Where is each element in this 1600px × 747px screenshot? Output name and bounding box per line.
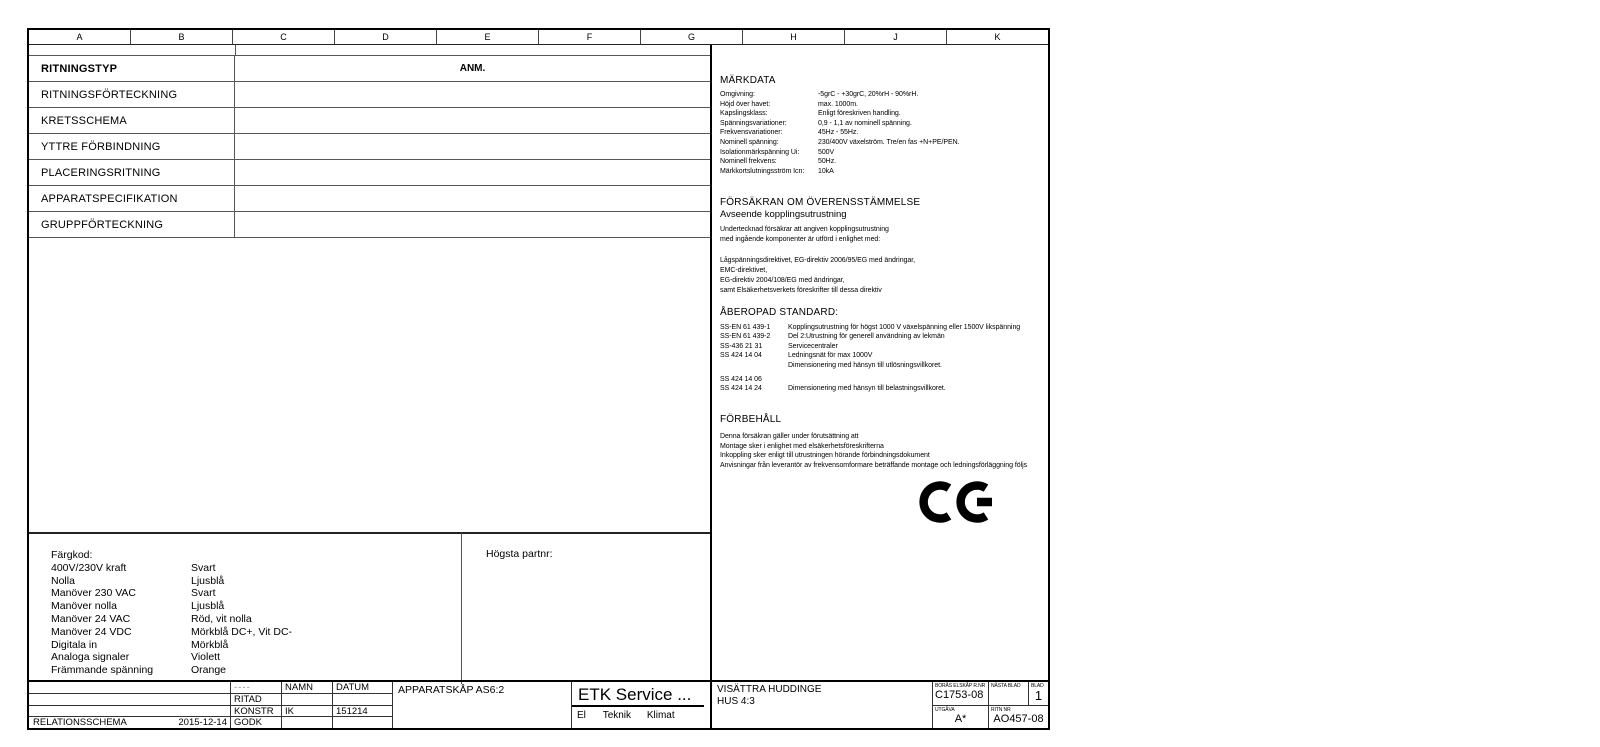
anm-header: ANM. xyxy=(459,63,486,74)
markdata-label: Nominell spänning: xyxy=(720,138,779,146)
markdata-value: 45Hz - 55Hz. xyxy=(818,129,859,137)
tagline-word: Klimat xyxy=(646,710,675,721)
standard-code: SS-EN 61 439-1 xyxy=(720,324,771,331)
drawing-type-table xyxy=(29,45,710,238)
highest-partno-box xyxy=(462,532,710,684)
color-code-label: Manöver nolla xyxy=(51,600,117,613)
drawing-number-value: AO457-08 xyxy=(993,712,1044,725)
standard-desc: Dimensionering med hänsyn till belastningsvillkoret. xyxy=(788,385,946,393)
markdata-label: Omgivning: xyxy=(720,91,755,98)
next-sheet-label: NÄSTA BLAD xyxy=(991,683,1021,689)
sheet-label: BLAD xyxy=(1031,683,1044,689)
drawing-type-label: GRUPPFÖRTECKNING xyxy=(29,212,235,237)
empty-cell xyxy=(282,694,332,706)
column-header-c: C xyxy=(233,30,335,44)
color-code-row xyxy=(51,562,461,575)
color-code-row xyxy=(51,575,461,588)
markdata-label: Nominell frekvens: xyxy=(720,158,777,166)
text-line: Undertecknad försäkrar att angiven kopplingsutrustning xyxy=(720,226,889,233)
markdata-value: max. 1000m. xyxy=(818,100,858,108)
standards-title: ÅBEROPAD STANDARD: xyxy=(720,307,839,318)
empty-cell xyxy=(333,694,392,706)
color-code-value: Ljusblå xyxy=(191,574,225,587)
color-code-row xyxy=(51,587,461,600)
markdata-rows xyxy=(720,90,1046,176)
standard-code: SS 424 14 24 xyxy=(720,385,762,393)
table-row xyxy=(29,212,710,238)
color-code-row xyxy=(51,600,461,613)
table-row xyxy=(29,82,710,108)
column-header-row xyxy=(29,30,1048,45)
markdata-row xyxy=(720,100,1046,110)
markdata-row xyxy=(720,148,1046,158)
cabinet-cell xyxy=(392,682,571,728)
color-code-value: Mörkblå DC+, Vit DC- xyxy=(191,625,293,638)
markdata-section xyxy=(720,75,1046,176)
color-code-label: Främmande spänning xyxy=(51,664,154,677)
text-line: Montage sker i enlighet med elsäkerhetsföreskrifterna xyxy=(720,442,884,450)
standard-desc: Kopplingsutrustning för högst 1000 V växelspänning eller 1500V likspänning xyxy=(788,324,1021,331)
color-code-row xyxy=(51,639,461,652)
namn-header: NAMN xyxy=(282,682,332,694)
column-header-j: J xyxy=(845,30,947,44)
drawing-number-cell xyxy=(988,706,1048,729)
standard-desc: Ledningsnät för max 1000V xyxy=(788,352,873,360)
ref-number-value: C1753-08 xyxy=(935,689,984,701)
declaration-section xyxy=(720,197,1046,296)
color-code-value: Ljusblå xyxy=(191,600,225,613)
info-panel xyxy=(710,45,1048,680)
signature-role-column xyxy=(230,682,281,728)
markdata-row xyxy=(720,138,1046,148)
standard-row xyxy=(720,332,1046,341)
number-row xyxy=(933,706,1048,729)
text-line: EG-direktiv 2004/108/EG med ändringar, xyxy=(720,276,845,284)
markdata-row xyxy=(720,119,1046,129)
markdata-value: 0,9 - 1,1 av nominell spänning. xyxy=(818,119,912,127)
standard-row xyxy=(720,361,1046,370)
color-code-box xyxy=(29,532,462,684)
reservations-section xyxy=(720,414,1046,470)
markdata-label: Isolationmärkspänning Ui: xyxy=(720,148,800,156)
standard-row xyxy=(720,375,1046,384)
color-code-row xyxy=(51,613,461,626)
doc-type-column xyxy=(29,682,230,728)
markdata-label: Kapslingsklass: xyxy=(720,110,768,118)
drawing-type-label: YTTRE FÖRBINDNING xyxy=(29,134,235,159)
name-column xyxy=(281,682,332,728)
table-row xyxy=(29,108,710,134)
konstr-date: 151214 xyxy=(333,706,392,718)
company-logo: ETK Service ... xyxy=(572,684,704,707)
column-header-b: B xyxy=(131,30,233,44)
declaration-directives xyxy=(720,256,1046,296)
tagline-word: El xyxy=(577,710,586,721)
markdata-label: Höjd över havet: xyxy=(720,100,771,108)
table-row xyxy=(29,160,710,186)
markdata-value: 230/400V växelström. Tre/en fas +N+PE/PEN. xyxy=(818,138,960,146)
standard-row xyxy=(720,323,1046,332)
standard-code: SS 424 14 06 xyxy=(720,376,762,384)
doc-type-label: RELATIONSSCHEMA xyxy=(33,717,127,728)
number-block xyxy=(932,682,1048,728)
drawing-type-label: KRETSSCHEMA xyxy=(29,108,235,133)
markdata-value: 50Hz. xyxy=(818,158,837,166)
drawing-type-label: PLACERINGSRITNING xyxy=(29,160,235,185)
standard-desc: Dimensionering med hänsyn till utlösningsvillkoret. xyxy=(788,361,942,369)
markdata-title: MÄRKDATA xyxy=(720,75,776,86)
standards-rows xyxy=(720,323,1046,394)
project-name: VISÄTTRA HUDDINGE xyxy=(717,684,822,695)
company-logo-cell xyxy=(571,682,710,728)
color-code-row xyxy=(51,626,461,639)
doc-type-cell xyxy=(29,717,230,728)
drawing-type-label: RITNINGSFÖRTECKNING xyxy=(29,82,235,107)
project-building: HUS 4:3 xyxy=(717,696,755,707)
text-line: Lågspänningsdirektivet, EG-direktiv 2006/95/EG med ändringar, xyxy=(720,256,916,264)
revision-label: UTGÅVA xyxy=(935,706,955,713)
markdata-value: Enligt föreskriven handling. xyxy=(818,110,901,118)
color-code-label: Manöver 24 VAC xyxy=(51,612,131,625)
standard-row xyxy=(720,384,1046,393)
table-header-row xyxy=(29,56,710,82)
declaration-title: FÖRSÄKRAN OM ÖVERENSSTÄMMELSE xyxy=(720,197,921,208)
text-line: Inkoppling sker enligt till utrustningen hörande förbindningsdokument xyxy=(720,452,930,459)
column-header-k: K xyxy=(994,32,1001,42)
sheet-cell xyxy=(1028,682,1048,705)
anm-cell xyxy=(235,108,710,133)
markdata-label: Spänningsvariationer: xyxy=(720,119,787,127)
markdata-row xyxy=(720,167,1046,177)
sheet-value: 1 xyxy=(1034,688,1043,703)
dash-cell: ---- xyxy=(231,682,281,694)
konstr-name: IK xyxy=(282,706,332,718)
column-header-g: G xyxy=(641,30,743,44)
project-cell xyxy=(710,682,932,728)
markdata-value: 500V xyxy=(818,148,835,156)
anm-cell xyxy=(235,212,710,237)
standard-row xyxy=(720,351,1046,360)
markdata-value: 10kA xyxy=(818,167,834,175)
number-row xyxy=(933,682,1048,706)
column-header-a: A xyxy=(29,30,131,44)
drawing-sheet xyxy=(27,28,1050,730)
markdata-row xyxy=(720,157,1046,167)
color-code-row xyxy=(51,651,461,664)
text-line: Denna försäkran gäller under förutsättning att xyxy=(720,433,859,440)
next-sheet-cell xyxy=(988,682,1028,705)
date-column xyxy=(332,682,392,728)
markdata-row xyxy=(720,109,1046,119)
ref-number-label: BORÅS ELSKÅP R.NR xyxy=(935,683,986,689)
standard-code: SS-436 21 31 xyxy=(720,342,763,350)
table-row xyxy=(29,134,710,160)
drawing-type-header: RITNINGSTYP xyxy=(29,56,235,81)
markdata-row xyxy=(720,128,1046,138)
markdata-label: Märkkortslutningsström Icn: xyxy=(720,167,805,175)
cabinet-label: APPARATSKÅP AS6:2 xyxy=(398,684,505,696)
declaration-intro xyxy=(720,225,1046,245)
anm-cell xyxy=(235,160,710,185)
markdata-value: -5grC - +30grC, 20%rH - 90%rH. xyxy=(818,91,919,98)
color-code-value: Svart xyxy=(191,561,216,574)
standard-desc: Del 2:Utrustning för generell användning av lekmän xyxy=(788,333,945,341)
empty-cell xyxy=(29,694,230,706)
color-code-value: Svart xyxy=(191,587,216,600)
godk-label: GODK xyxy=(234,717,262,728)
drawing-number-label: RITN NR xyxy=(991,706,1011,713)
column-header-f: F xyxy=(539,30,641,44)
reservations-lines xyxy=(720,432,1046,470)
color-code-label: Nolla xyxy=(51,574,75,587)
empty-cell xyxy=(29,706,230,718)
markdata-row xyxy=(720,90,1046,100)
column-header-d: D xyxy=(335,30,437,44)
ref-number-cell xyxy=(933,682,988,705)
empty-cell xyxy=(282,717,332,728)
reservations-title: FÖRBEHÅLL xyxy=(720,414,782,425)
title-block xyxy=(29,680,1048,728)
anm-cell xyxy=(235,82,710,107)
text-line: EMC-direktivet, xyxy=(720,266,768,274)
company-tagline xyxy=(572,710,710,721)
empty-cell xyxy=(333,717,392,728)
table-row xyxy=(29,186,710,212)
color-code-value: Violett xyxy=(191,651,220,664)
revision-cell xyxy=(933,706,988,729)
color-code-label: 400V/230V kraft xyxy=(51,561,127,574)
color-code-label: Manöver 230 VAC xyxy=(51,587,137,600)
column-header-h: H xyxy=(743,30,845,44)
column-header-e: E xyxy=(437,30,539,44)
standard-code xyxy=(720,361,788,370)
tagline-word: Teknik xyxy=(602,710,632,721)
spacer-row xyxy=(29,45,710,56)
color-code-value: Mörkblå xyxy=(191,638,229,651)
empty-cell xyxy=(29,682,230,694)
standard-desc: Servicecentraler xyxy=(788,342,838,350)
color-code-label: Manöver 24 VDC xyxy=(51,625,132,638)
standard-code: SS 424 14 04 xyxy=(720,352,762,360)
color-code-label: Analoga signaler xyxy=(51,651,130,664)
color-code-title: Färgkod: xyxy=(51,549,93,561)
doc-date: 2015-12-14 xyxy=(178,717,227,728)
datum-header: DATUM xyxy=(333,682,392,694)
standard-code: SS-EN 61 439-2 xyxy=(720,333,771,341)
ce-mark-icon xyxy=(916,478,996,526)
drawing-type-label: APPARATSPECIFIKATION xyxy=(29,186,235,211)
highest-partno-label: Högsta partnr: xyxy=(486,548,553,560)
markdata-label: Frekvensvariationer: xyxy=(720,129,783,137)
konstr-label: KONSTR xyxy=(231,706,281,718)
color-code-label: Digitala in xyxy=(51,638,98,651)
standards-section xyxy=(720,307,1046,394)
declaration-subtitle: Avseende kopplingsutrustning xyxy=(720,209,847,220)
text-line: samt Elsäkerhetsverkets föreskrifter till dessa direktiv xyxy=(720,286,882,294)
revision-value: A* xyxy=(954,712,967,725)
color-code-value: Orange xyxy=(191,664,227,677)
ritad-label: RITAD xyxy=(231,694,281,706)
anm-cell xyxy=(235,134,710,159)
anm-cell xyxy=(235,186,710,211)
text-line: med ingående komponenter är utförd i enlighet med: xyxy=(720,235,881,243)
color-code-value: Röd, vit nolla xyxy=(191,612,252,625)
standard-row xyxy=(720,342,1046,351)
text-line: Anvisningar från leverantör av frekvensomformare beträffande montage och ledningsförläggning följs xyxy=(720,461,1028,469)
color-code-row xyxy=(51,664,461,677)
